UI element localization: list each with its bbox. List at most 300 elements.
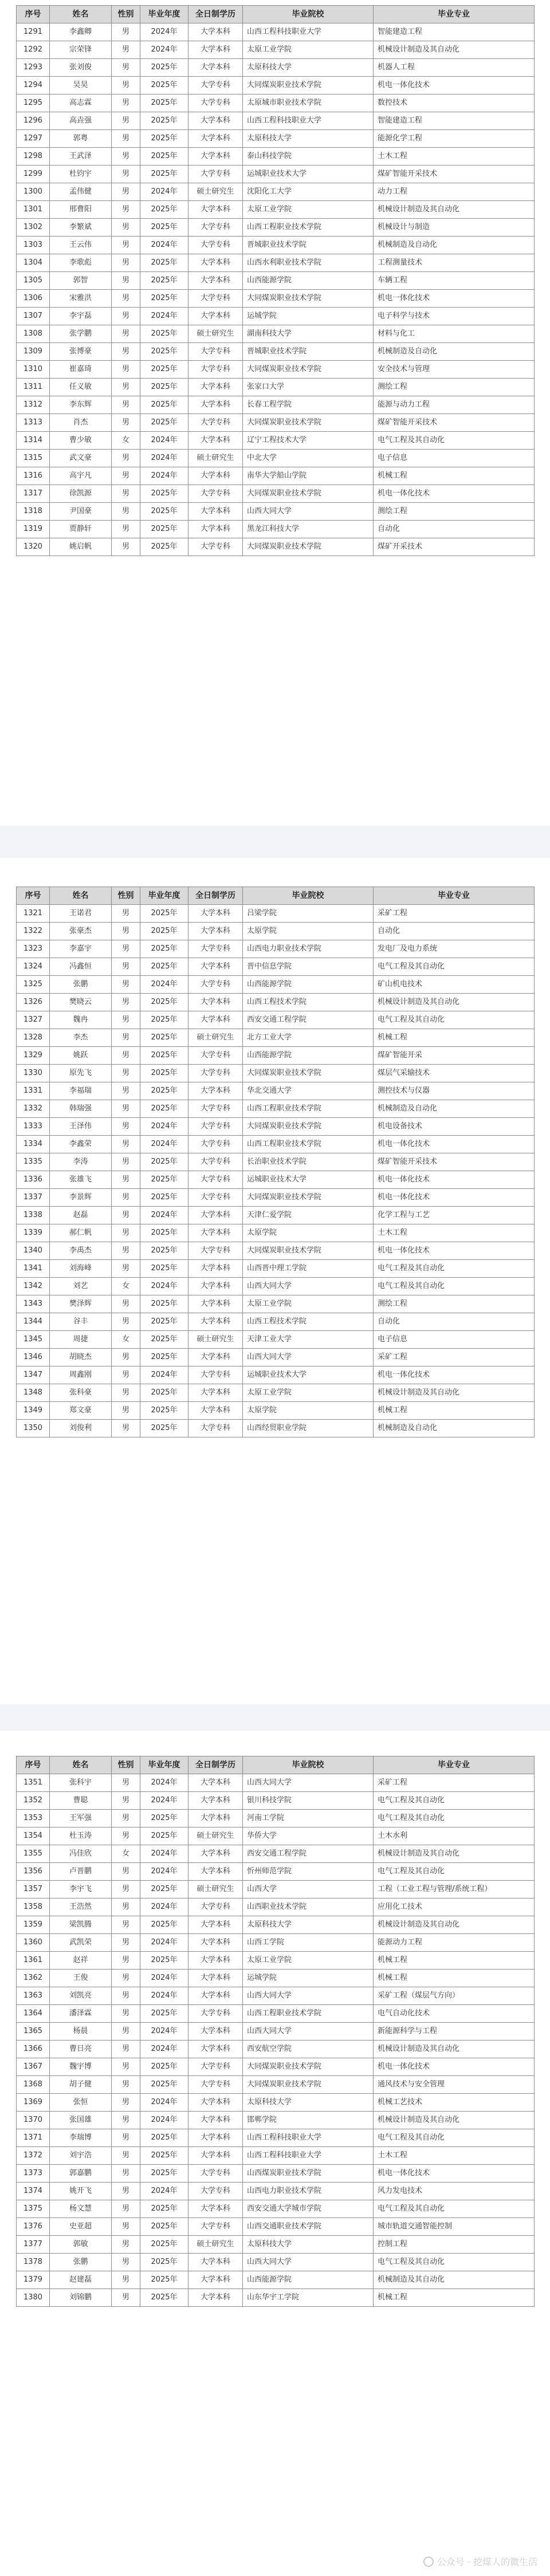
cell-major: 机械工程 xyxy=(374,2289,535,2307)
cell-major: 电气工程及其自动化 xyxy=(374,1278,535,1295)
cell-school: 太原学院 xyxy=(243,1224,374,1242)
cell-school: 山西电力职业技术学院 xyxy=(243,2183,374,2200)
cell-name: 杨晨 xyxy=(50,2023,112,2041)
table-row xyxy=(17,1118,535,1136)
cell-school: 长春工程学院 xyxy=(243,396,374,414)
cell-degree: 大学本科 xyxy=(188,2129,243,2147)
cell-year: 2025年 xyxy=(140,1420,188,1437)
cell-major: 自动化 xyxy=(374,521,535,538)
cell-gender: 男 xyxy=(112,1792,140,1810)
wechat-icon xyxy=(423,2557,434,2567)
cell-major: 机械制造及自动化 xyxy=(374,1420,535,1437)
cell-school: 北方工业大学 xyxy=(243,1029,374,1047)
cell-name: 曹少敏 xyxy=(50,432,112,450)
cell-major: 自动化 xyxy=(374,923,535,940)
cell-degree: 大学本科 xyxy=(188,272,243,290)
cell-no: 1310 xyxy=(17,361,50,379)
cell-year: 2025年 xyxy=(140,1260,188,1278)
cell-major: 机械设计与制造 xyxy=(374,219,535,237)
cell-gender: 男 xyxy=(112,148,140,166)
table-row xyxy=(17,994,535,1011)
cell-name: 姚启帆 xyxy=(50,538,112,556)
cell-name: 刘俊利 xyxy=(50,1420,112,1437)
cell-year: 2024年 xyxy=(140,1207,188,1224)
cell-school: 大同煤炭职业技术学院 xyxy=(243,485,374,503)
cell-degree: 大学本科 xyxy=(188,1774,243,1792)
cell-gender: 男 xyxy=(112,361,140,379)
cell-no: 1331 xyxy=(17,1082,50,1100)
cell-year: 2024年 xyxy=(140,1898,188,1916)
cell-year: 2025年 xyxy=(140,1029,188,1047)
cell-school: 山西工程科技职业大学 xyxy=(243,112,374,130)
cell-year: 2024年 xyxy=(140,2112,188,2129)
cell-name: 史亚超 xyxy=(50,2218,112,2236)
cell-major: 电气工程及其自动化 xyxy=(374,2200,535,2218)
table-row xyxy=(17,1331,535,1349)
cell-name: 杜玉涛 xyxy=(50,1827,112,1845)
cell-gender: 男 xyxy=(112,2289,140,2307)
cell-name: 李鑫荣 xyxy=(50,1136,112,1153)
cell-degree: 大学本科 xyxy=(188,467,243,485)
cell-degree: 大学本科 xyxy=(188,1916,243,1934)
table-row xyxy=(17,1420,535,1437)
cell-school: 太原工业学院 xyxy=(243,1295,374,1313)
cell-gender: 男 xyxy=(112,1171,140,1189)
cell-name: 张鹏 xyxy=(50,976,112,994)
cell-degree: 大学本科 xyxy=(188,1934,243,1952)
cell-year: 2024年 xyxy=(140,2041,188,2058)
cell-year: 2024年 xyxy=(140,1987,188,2005)
cell-year: 2025年 xyxy=(140,325,188,343)
roster-table xyxy=(16,1756,535,2307)
cell-no: 1365 xyxy=(17,2023,50,2041)
table-row xyxy=(17,112,535,130)
cell-degree: 大学本科 xyxy=(188,1313,243,1331)
cell-gender: 男 xyxy=(112,201,140,219)
cell-no: 1319 xyxy=(17,521,50,538)
cell-year: 2024年 xyxy=(140,237,188,254)
header-name: 姓名 xyxy=(50,6,112,23)
cell-year: 2025年 xyxy=(140,1065,188,1082)
table-row xyxy=(17,379,535,396)
cell-degree: 大学本科 xyxy=(188,396,243,414)
cell-name: 李鑫卿 xyxy=(50,23,112,41)
table-row xyxy=(17,2236,535,2254)
cell-degree: 大学专科 xyxy=(188,538,243,556)
cell-degree: 大学本科 xyxy=(188,2094,243,2112)
cell-year: 2025年 xyxy=(140,1952,188,1970)
header-no: 序号 xyxy=(17,887,50,905)
cell-gender: 女 xyxy=(112,1331,140,1349)
cell-school: 张家口大学 xyxy=(243,379,374,396)
cell-no: 1329 xyxy=(17,1047,50,1065)
cell-name: 曹聪 xyxy=(50,1792,112,1810)
cell-year: 2025年 xyxy=(140,538,188,556)
table-row xyxy=(17,77,535,94)
cell-year: 2025年 xyxy=(140,2129,188,2147)
cell-gender: 男 xyxy=(112,2254,140,2271)
cell-gender: 男 xyxy=(112,1987,140,2005)
cell-name: 李景辉 xyxy=(50,1189,112,1207)
cell-major: 工程（工业工程与管理/系统工程） xyxy=(374,1881,535,1898)
cell-year: 2025年 xyxy=(140,272,188,290)
cell-year: 2024年 xyxy=(140,1118,188,1136)
cell-major: 测绘工程 xyxy=(374,503,535,521)
cell-name: 冯鑫恒 xyxy=(50,958,112,976)
cell-no: 1322 xyxy=(17,923,50,940)
cell-gender: 男 xyxy=(112,2094,140,2112)
cell-gender: 女 xyxy=(112,432,140,450)
table-row xyxy=(17,1402,535,1420)
table-row xyxy=(17,1845,535,1863)
cell-name: 张科宇 xyxy=(50,1774,112,1792)
table-row xyxy=(17,1242,535,1260)
table-panel-2 xyxy=(0,858,550,1704)
cell-year: 2024年 xyxy=(140,308,188,325)
cell-degree: 硕士研究生 xyxy=(188,1881,243,1898)
table-row xyxy=(17,183,535,201)
cell-degree: 硕士研究生 xyxy=(188,450,243,467)
cell-gender: 男 xyxy=(112,41,140,59)
cell-no: 1302 xyxy=(17,219,50,237)
cell-school: 山西工程职业技术学院 xyxy=(243,2005,374,2023)
cell-degree: 大学专科 xyxy=(188,1065,243,1082)
cell-name: 谷丰 xyxy=(50,1313,112,1331)
cell-name: 李禹杰 xyxy=(50,1242,112,1260)
table-row xyxy=(17,2129,535,2147)
cell-no: 1340 xyxy=(17,1242,50,1260)
cell-no: 1375 xyxy=(17,2200,50,2218)
table-row xyxy=(17,2218,535,2236)
cell-gender: 男 xyxy=(112,23,140,41)
cell-name: 徐凯源 xyxy=(50,485,112,503)
cell-name: 张学鹏 xyxy=(50,325,112,343)
cell-school: 山西职业技术学院 xyxy=(243,1898,374,1916)
cell-major: 电气工程及其自动化 xyxy=(374,2254,535,2271)
cell-gender: 男 xyxy=(112,1118,140,1136)
cell-name: 杜钧宇 xyxy=(50,166,112,183)
header-degree: 全日制学历 xyxy=(188,887,243,905)
cell-major: 煤矿智能开采技术 xyxy=(374,414,535,432)
cell-degree: 大学本科 xyxy=(188,1011,243,1029)
cell-year: 2024年 xyxy=(140,1278,188,1295)
cell-gender: 男 xyxy=(112,112,140,130)
cell-degree: 大学本科 xyxy=(188,1082,243,1100)
cell-no: 1295 xyxy=(17,94,50,112)
table-row xyxy=(17,361,535,379)
cell-gender: 男 xyxy=(112,2112,140,2129)
cell-gender: 男 xyxy=(112,994,140,1011)
cell-major: 智能建造工程 xyxy=(374,112,535,130)
cell-no: 1301 xyxy=(17,201,50,219)
cell-name: 张恒 xyxy=(50,2094,112,2112)
cell-major: 机电设备技术 xyxy=(374,1118,535,1136)
cell-no: 1321 xyxy=(17,905,50,923)
cell-name: 吴昊 xyxy=(50,77,112,94)
cell-no: 1334 xyxy=(17,1136,50,1153)
cell-year: 2025年 xyxy=(140,2271,188,2289)
cell-no: 1347 xyxy=(17,1366,50,1384)
cell-degree: 大学本科 xyxy=(188,148,243,166)
cell-degree: 大学本科 xyxy=(188,1402,243,1420)
cell-major: 机械设计制造及其自动化 xyxy=(374,1384,535,1402)
cell-degree: 大学本科 xyxy=(188,1863,243,1881)
cell-degree: 大学专科 xyxy=(188,77,243,94)
cell-year: 2025年 xyxy=(140,1384,188,1402)
header-major: 毕业专业 xyxy=(374,6,535,23)
cell-degree: 大学本科 xyxy=(188,1952,243,1970)
cell-name: 王武泽 xyxy=(50,148,112,166)
cell-major: 机器人工程 xyxy=(374,59,535,77)
cell-degree: 大学专科 xyxy=(188,1898,243,1916)
cell-gender: 男 xyxy=(112,1011,140,1029)
cell-major: 机械设计制造及其自动化 xyxy=(374,41,535,59)
cell-gender: 男 xyxy=(112,237,140,254)
cell-degree: 大学专科 xyxy=(188,976,243,994)
cell-name: 张雄飞 xyxy=(50,1171,112,1189)
cell-gender: 男 xyxy=(112,290,140,308)
header-major: 毕业专业 xyxy=(374,887,535,905)
cell-gender: 男 xyxy=(112,958,140,976)
cell-name: 刘凯亮 xyxy=(50,1987,112,2005)
cell-no: 1317 xyxy=(17,485,50,503)
cell-major: 机械设计制造及其自动化 xyxy=(374,2041,535,2058)
table-row xyxy=(17,201,535,219)
cell-no: 1293 xyxy=(17,59,50,77)
cell-degree: 大学本科 xyxy=(188,1224,243,1242)
cell-gender: 男 xyxy=(112,1916,140,1934)
cell-gender: 男 xyxy=(112,1952,140,1970)
table-row xyxy=(17,450,535,467)
cell-degree: 大学专科 xyxy=(188,1118,243,1136)
cell-name: 李歌彪 xyxy=(50,254,112,272)
cell-major: 机电一体化技术 xyxy=(374,77,535,94)
cell-year: 2025年 xyxy=(140,1916,188,1934)
cell-degree: 大学本科 xyxy=(188,308,243,325)
cell-degree: 硕士研究生 xyxy=(188,2236,243,2254)
table-row xyxy=(17,2058,535,2076)
cell-name: 王诺君 xyxy=(50,905,112,923)
cell-name: 贾静轩 xyxy=(50,521,112,538)
cell-major: 电气工程及其自动化 xyxy=(374,1011,535,1029)
table-row xyxy=(17,343,535,361)
roster-table xyxy=(16,887,535,1437)
cell-no: 1291 xyxy=(17,23,50,41)
cell-degree: 大学本科 xyxy=(188,201,243,219)
cell-gender: 男 xyxy=(112,485,140,503)
table-row xyxy=(17,2165,535,2183)
cell-degree: 大学本科 xyxy=(188,59,243,77)
cell-year: 2025年 xyxy=(140,2005,188,2023)
cell-name: 卢晋鹏 xyxy=(50,1863,112,1881)
cell-no: 1330 xyxy=(17,1065,50,1082)
cell-year: 2025年 xyxy=(140,2236,188,2254)
cell-year: 2025年 xyxy=(140,1402,188,1420)
cell-no: 1374 xyxy=(17,2183,50,2200)
header-major: 毕业专业 xyxy=(374,1756,535,1774)
cell-year: 2025年 xyxy=(140,905,188,923)
cell-year: 2025年 xyxy=(140,1171,188,1189)
cell-school: 山西电力职业技术学院 xyxy=(243,940,374,958)
cell-degree: 大学本科 xyxy=(188,1295,243,1313)
table-row xyxy=(17,41,535,59)
cell-major: 机械制造及自动化 xyxy=(374,1100,535,1118)
cell-name: 王俊 xyxy=(50,1970,112,1987)
cell-degree: 大学专科 xyxy=(188,1366,243,1384)
cell-major: 通风技术与安全管理 xyxy=(374,2076,535,2094)
table-row xyxy=(17,1952,535,1970)
cell-year: 2024年 xyxy=(140,450,188,467)
cell-year: 2025年 xyxy=(140,396,188,414)
cell-no: 1372 xyxy=(17,2147,50,2165)
cell-school: 西安交通工程学院 xyxy=(243,1011,374,1029)
cell-gender: 男 xyxy=(112,1349,140,1366)
cell-name: 王泽伟 xyxy=(50,1118,112,1136)
cell-school: 天津仁爱学院 xyxy=(243,1207,374,1224)
header-gender: 性别 xyxy=(112,887,140,905)
cell-name: 张博豪 xyxy=(50,343,112,361)
cell-degree: 大学专科 xyxy=(188,1100,243,1118)
cell-name: 赵祥 xyxy=(50,1952,112,1970)
cell-year: 2025年 xyxy=(140,130,188,148)
cell-degree: 大学专科 xyxy=(188,2218,243,2236)
cell-name: 潘泽霖 xyxy=(50,2005,112,2023)
cell-gender: 男 xyxy=(112,2236,140,2254)
cell-no: 1360 xyxy=(17,1934,50,1952)
table-row xyxy=(17,485,535,503)
cell-degree: 大学专科 xyxy=(188,2165,243,2183)
cell-no: 1348 xyxy=(17,1384,50,1402)
cell-name: 张刘俊 xyxy=(50,59,112,77)
cell-gender: 女 xyxy=(112,1278,140,1295)
cell-year: 2025年 xyxy=(140,1224,188,1242)
header-degree: 全日制学历 xyxy=(188,1756,243,1774)
cell-degree: 大学专科 xyxy=(188,2005,243,2023)
cell-gender: 男 xyxy=(112,1242,140,1260)
cell-school: 辽宁工程技术大学 xyxy=(243,432,374,450)
table-row xyxy=(17,1987,535,2005)
cell-school: 大同煤炭职业技术学院 xyxy=(243,414,374,432)
cell-school: 太原工业学院 xyxy=(243,1384,374,1402)
cell-no: 1366 xyxy=(17,2041,50,2058)
cell-major: 机械设计制造及其自动化 xyxy=(374,2112,535,2129)
cell-gender: 男 xyxy=(112,59,140,77)
cell-school: 山西大学 xyxy=(243,1881,374,1898)
cell-gender: 男 xyxy=(112,1774,140,1792)
cell-name: 李东辉 xyxy=(50,396,112,414)
table-row xyxy=(17,432,535,450)
cell-gender: 男 xyxy=(112,2165,140,2183)
cell-no: 1379 xyxy=(17,2271,50,2289)
table-row xyxy=(17,325,535,343)
cell-major: 土木工程 xyxy=(374,2147,535,2165)
cell-major: 电气自动化技术 xyxy=(374,2005,535,2023)
cell-degree: 大学本科 xyxy=(188,379,243,396)
cell-name: 刘锦鹏 xyxy=(50,2289,112,2307)
table-row xyxy=(17,2094,535,2112)
cell-year: 2025年 xyxy=(140,2200,188,2218)
cell-no: 1304 xyxy=(17,254,50,272)
table-row xyxy=(17,521,535,538)
cell-major: 电气工程及其自动化 xyxy=(374,1863,535,1881)
header-gender: 性别 xyxy=(112,1756,140,1774)
cell-major: 机械工程 xyxy=(374,1029,535,1047)
cell-school: 山西工程科技职业大学 xyxy=(243,23,374,41)
cell-name: 刘宇浩 xyxy=(50,2147,112,2165)
cell-degree: 大学专科 xyxy=(188,1136,243,1153)
cell-degree: 大学本科 xyxy=(188,1207,243,1224)
cell-major: 机电一体化技术 xyxy=(374,485,535,503)
cell-major: 电气工程及其自动化 xyxy=(374,1792,535,1810)
cell-year: 2025年 xyxy=(140,2254,188,2271)
cell-school: 太原工业学院 xyxy=(243,1952,374,1970)
cell-no: 1368 xyxy=(17,2076,50,2094)
cell-name: 赵建磊 xyxy=(50,2271,112,2289)
table-header-row xyxy=(17,6,535,23)
cell-year: 2025年 xyxy=(140,290,188,308)
table-row xyxy=(17,1827,535,1845)
cell-no: 1355 xyxy=(17,1845,50,1863)
cell-year: 2025年 xyxy=(140,59,188,77)
cell-no: 1351 xyxy=(17,1774,50,1792)
cell-gender: 男 xyxy=(112,94,140,112)
cell-degree: 大学本科 xyxy=(188,2023,243,2041)
cell-school: 华侨大学 xyxy=(243,1827,374,1845)
cell-year: 2025年 xyxy=(140,94,188,112)
table-row xyxy=(17,130,535,148)
cell-year: 2024年 xyxy=(140,1863,188,1881)
table-row xyxy=(17,94,535,112)
table-row xyxy=(17,1349,535,1366)
cell-school: 山西工程职业技术学院 xyxy=(243,1100,374,1118)
cell-name: 梁凯腾 xyxy=(50,1916,112,1934)
cell-no: 1346 xyxy=(17,1349,50,1366)
cell-no: 1305 xyxy=(17,272,50,290)
cell-major: 煤层气采输技术 xyxy=(374,1065,535,1082)
cell-degree: 大学专科 xyxy=(188,2183,243,2200)
cell-major: 电气工程及其自动化 xyxy=(374,1260,535,1278)
cell-name: 杨文慧 xyxy=(50,2200,112,2218)
table-row xyxy=(17,308,535,325)
cell-major: 采矿工程 xyxy=(374,905,535,923)
cell-school: 山西工程科技职业大学 xyxy=(243,2129,374,2147)
cell-gender: 男 xyxy=(112,2041,140,2058)
table-row xyxy=(17,1366,535,1384)
table-row xyxy=(17,958,535,976)
cell-year: 2025年 xyxy=(140,1047,188,1065)
cell-no: 1357 xyxy=(17,1881,50,1898)
cell-name: 刘海峰 xyxy=(50,1260,112,1278)
roster-table xyxy=(16,5,535,556)
table-row xyxy=(17,1810,535,1827)
cell-no: 1343 xyxy=(17,1295,50,1313)
cell-no: 1294 xyxy=(17,77,50,94)
cell-no: 1320 xyxy=(17,538,50,556)
cell-gender: 男 xyxy=(112,1029,140,1047)
cell-major: 新能源科学与工程 xyxy=(374,2023,535,2041)
cell-major: 车辆工程 xyxy=(374,272,535,290)
cell-no: 1378 xyxy=(17,2254,50,2271)
table-row xyxy=(17,1011,535,1029)
cell-major: 动力工程 xyxy=(374,183,535,201)
cell-school: 太原工业学院 xyxy=(243,201,374,219)
cell-year: 2025年 xyxy=(140,2289,188,2307)
cell-degree: 大学专科 xyxy=(188,485,243,503)
table-row xyxy=(17,1863,535,1881)
table-row xyxy=(17,1295,535,1313)
cell-major: 测绘工程 xyxy=(374,379,535,396)
cell-year: 2025年 xyxy=(140,1100,188,1118)
